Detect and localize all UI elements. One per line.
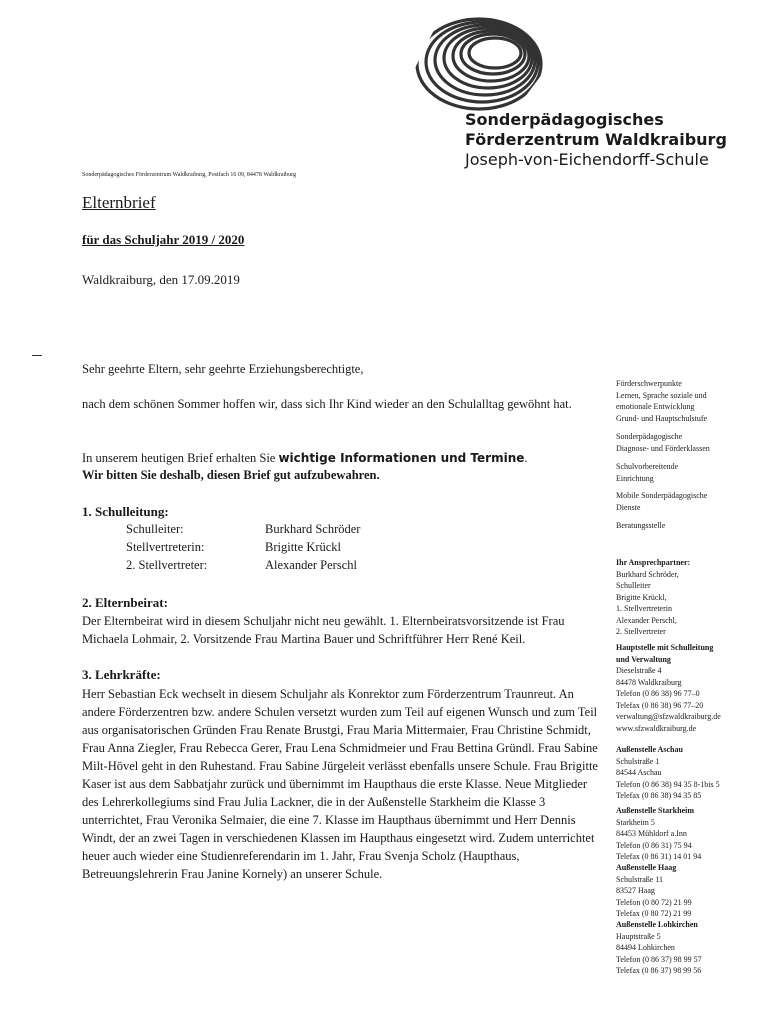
lohkirchen-title: Außenstelle Lohkirchen bbox=[616, 920, 698, 929]
sidebar-line: Schulleiter bbox=[616, 581, 651, 590]
starkheim-title: Außenstelle Starkheim bbox=[616, 806, 694, 815]
sidebar-line: Telefon (0 86 38) 96 77–0 bbox=[616, 689, 700, 698]
leadership-role: Stellvertreterin: bbox=[126, 540, 205, 554]
sidebar-line: Telefon (0 86 31) 75 94 bbox=[616, 840, 692, 850]
lohkirchen-details bbox=[616, 931, 766, 977]
info-suffix: . bbox=[524, 451, 528, 465]
section-teachers-title: 3. Lehrkräfte: bbox=[82, 667, 161, 682]
sidebar-line: Schulstraße 11 bbox=[616, 874, 664, 884]
section-teachers-text: Herr Sebastian Eck wechselt in diesem Schuljahr als Konrektor zum Förderzentrum Traunreut. An andere Förderzentren bzw. andere Schulen versetzt wurden zum Teil auf eigenen Wunsch und zum Teil aus organisatorischen Gründen Frau Renate Brustgi, Frau Maria Mittermaier, Frau Christine Schmidt, Frau Anna Ziegler, Frau Rebecca Gerer, Frau Lena Schmidmeier und Frau Bettina Gründl. Frau Sabine Milt-Hövel geht in den Ruhestand. Frau Sabine Jürgeleit verlässt ebenfalls unsere Schule. Frau Brigitte Kaser ist aus dem Sabbatjahr zurück und übernimmt im Haupthaus die erste Klasse. Neue Mitglieder des Lehrerkollegiums sind Frau Julia Lackner, die in der Außenstelle Starkheim die Klasse 3 unterrichtet, Frau Veronika Selmaier, die eine 7. Klasse im Haupthaus übernimmt und Herr Dennis Windt, der an zwei Tagen in verschiedenen Klassen im Haupthaus eingesetzt wird. Zudem unterrichtet heuer auch wieder eine Studienreferendarin im 1. Jahr, Frau Svenja Scholz (Haupthaus, Betreuungslehrerin Frau Janine Kornely) an unserer Schule. bbox=[82, 687, 598, 881]
sidebar-line: Telefax (0 80 72) 21 99 bbox=[616, 909, 692, 918]
sidebar-line: Förderschwerpunkte bbox=[616, 379, 682, 388]
salutation: Sehr geehrte Eltern, sehr geehrte Erziehungsberechtigte, bbox=[82, 362, 364, 376]
sidebar-line: Schulstraße 1 bbox=[616, 756, 660, 766]
sidebar-branch-starkheim bbox=[616, 805, 766, 863]
sidebar-line: Telefon (0 86 38) 94 35 8-1bis 5 bbox=[616, 779, 720, 789]
school-name-line-3: Joseph-von-Eichendorff-Schule bbox=[465, 150, 709, 169]
section-parents-council-title: 2. Elternbeirat: bbox=[82, 595, 168, 610]
keep-letter-note: Wir bitten Sie deshalb, diesen Brief gut aufzubewahren. bbox=[82, 468, 380, 482]
leadership-role: Schulleiter: bbox=[126, 522, 184, 536]
sidebar-line: Burkhard Schröder, bbox=[616, 569, 679, 579]
sidebar-mobile-services bbox=[616, 490, 766, 513]
info-highlight: wichtige Informationen und Termine bbox=[278, 451, 525, 465]
sidebar-line: Telefax (0 86 38) 94 35 85 bbox=[616, 791, 702, 800]
sidebar-branch-aschau bbox=[616, 744, 766, 802]
sidebar-line: Mobile Sonderpädagogische bbox=[616, 491, 708, 500]
sidebar-contacts bbox=[616, 557, 766, 638]
letter-date: Waldkraiburg, den 17.09.2019 bbox=[82, 272, 240, 287]
sidebar-line: verwaltung@sfzwaldkraiburg.de bbox=[616, 712, 721, 721]
sidebar-line: 84494 Lohkirchen bbox=[616, 943, 675, 952]
sidebar-line: Dieselstraße 4 bbox=[616, 666, 662, 675]
sidebar-line: 84478 Waldkraiburg bbox=[616, 677, 682, 687]
sidebar-line: Telefax (0 86 37) 98 99 56 bbox=[616, 966, 702, 975]
sidebar-line: 84544 Aschau bbox=[616, 768, 662, 777]
sidebar-line: Grund- und Hauptschulstufe bbox=[616, 413, 708, 423]
letter-heading: Elternbrief bbox=[82, 193, 156, 212]
sidebar-line: Sonderpädagogische bbox=[616, 432, 683, 441]
sidebar-line: www.sfzwaldkraiburg.de bbox=[616, 723, 697, 733]
leadership-name: Alexander Perschl bbox=[265, 558, 357, 572]
contacts-title: Ihr Ansprechpartner: bbox=[616, 558, 691, 567]
sidebar-line: Diagnose- und Förderklassen bbox=[616, 443, 710, 453]
sidebar-line: 1. Stellvertreterin bbox=[616, 604, 672, 613]
sidebar-line: Alexander Perschl, bbox=[616, 615, 677, 625]
school-name-line-2: Förderzentrum Waldkraiburg bbox=[465, 130, 727, 149]
sidebar-line: 83527 Haag bbox=[616, 886, 655, 895]
swirl-logo-icon bbox=[412, 14, 546, 114]
sidebar-line: Telefax (0 86 38) 96 77–20 bbox=[616, 700, 704, 710]
haag-details bbox=[616, 874, 766, 920]
sidebar-branch-lohkirchen bbox=[616, 919, 766, 977]
sidebar-line: Einrichtung bbox=[616, 473, 654, 483]
aschau-details bbox=[616, 756, 766, 802]
starkheim-details bbox=[616, 817, 766, 863]
info-paragraph bbox=[82, 449, 602, 467]
intro-paragraph: nach dem schönen Sommer hoffen wir, dass sich Ihr Kind wieder an den Schulalltag gewöhnt hat. bbox=[82, 397, 572, 411]
fold-mark bbox=[32, 355, 42, 356]
sidebar-line: Starkheim 5 bbox=[616, 817, 655, 827]
sidebar-preschool bbox=[616, 461, 766, 484]
section-school-leadership-title: 1. Schulleitung: bbox=[82, 504, 169, 519]
school-name-line-1: Sonderpädagogisches bbox=[465, 110, 664, 129]
sidebar-diagnosis-classes bbox=[616, 431, 766, 454]
haag-title: Außenstelle Haag bbox=[616, 863, 677, 872]
sidebar-headquarters bbox=[616, 642, 766, 734]
sidebar-line: Schulvorbereitende bbox=[616, 462, 679, 471]
sidebar-line: Beratungsstelle bbox=[616, 521, 666, 530]
leadership-name: Burkhard Schröder bbox=[265, 522, 361, 536]
sidebar-line: 84453 Mühldorf a.Inn bbox=[616, 829, 687, 838]
letter-subheading: für das Schuljahr 2019 / 2020 bbox=[82, 232, 245, 247]
leadership-role: 2. Stellvertreter: bbox=[126, 558, 208, 572]
sidebar-line: Telefon (0 80 72) 21 99 bbox=[616, 897, 692, 907]
hq-details bbox=[616, 665, 766, 734]
leadership-name: Brigitte Krückl bbox=[265, 540, 342, 554]
aschau-title: Außenstelle Aschau bbox=[616, 745, 683, 754]
hq-title-1: Hauptstelle mit Schulleitung bbox=[616, 643, 714, 652]
hq-title-2: und Verwaltung bbox=[616, 654, 671, 664]
sidebar-line: emotionale Entwicklung bbox=[616, 402, 695, 411]
sidebar-line: Lernen, Sprache soziale und bbox=[616, 390, 707, 400]
sidebar-line: Telefon (0 86 37) 98 99 57 bbox=[616, 954, 702, 964]
sidebar-line: Telefax (0 86 31) 14 01 94 bbox=[616, 852, 702, 861]
sidebar-advice-center bbox=[616, 520, 766, 532]
sidebar-line: Dienste bbox=[616, 502, 641, 512]
sender-address-line: Sonderpädagogisches Förderzentrum Waldkraiburg, Postfach 16 09, 84478 Waldkraiburg bbox=[82, 172, 297, 178]
sidebar-line: Brigitte Krückl, bbox=[616, 592, 667, 602]
sidebar-branch-haag bbox=[616, 862, 766, 920]
info-prefix: In unserem heutigen Brief erhalten Sie bbox=[82, 451, 279, 465]
sidebar-focus-areas bbox=[616, 378, 766, 424]
sidebar-line: 2. Stellvertreter bbox=[616, 627, 666, 636]
contacts-list bbox=[616, 569, 766, 638]
section-parents-council-text: Der Elternbeirat wird in diesem Schuljahr nicht neu gewählt. 1. Elternbeiratsvorsitzende ist Frau Michaela Lohmair, 2. Vorsitzende Frau Martina Bauer und Schriftführer Herr René Keil. bbox=[82, 614, 565, 646]
sidebar-line: Hauptstraße 5 bbox=[616, 931, 661, 941]
